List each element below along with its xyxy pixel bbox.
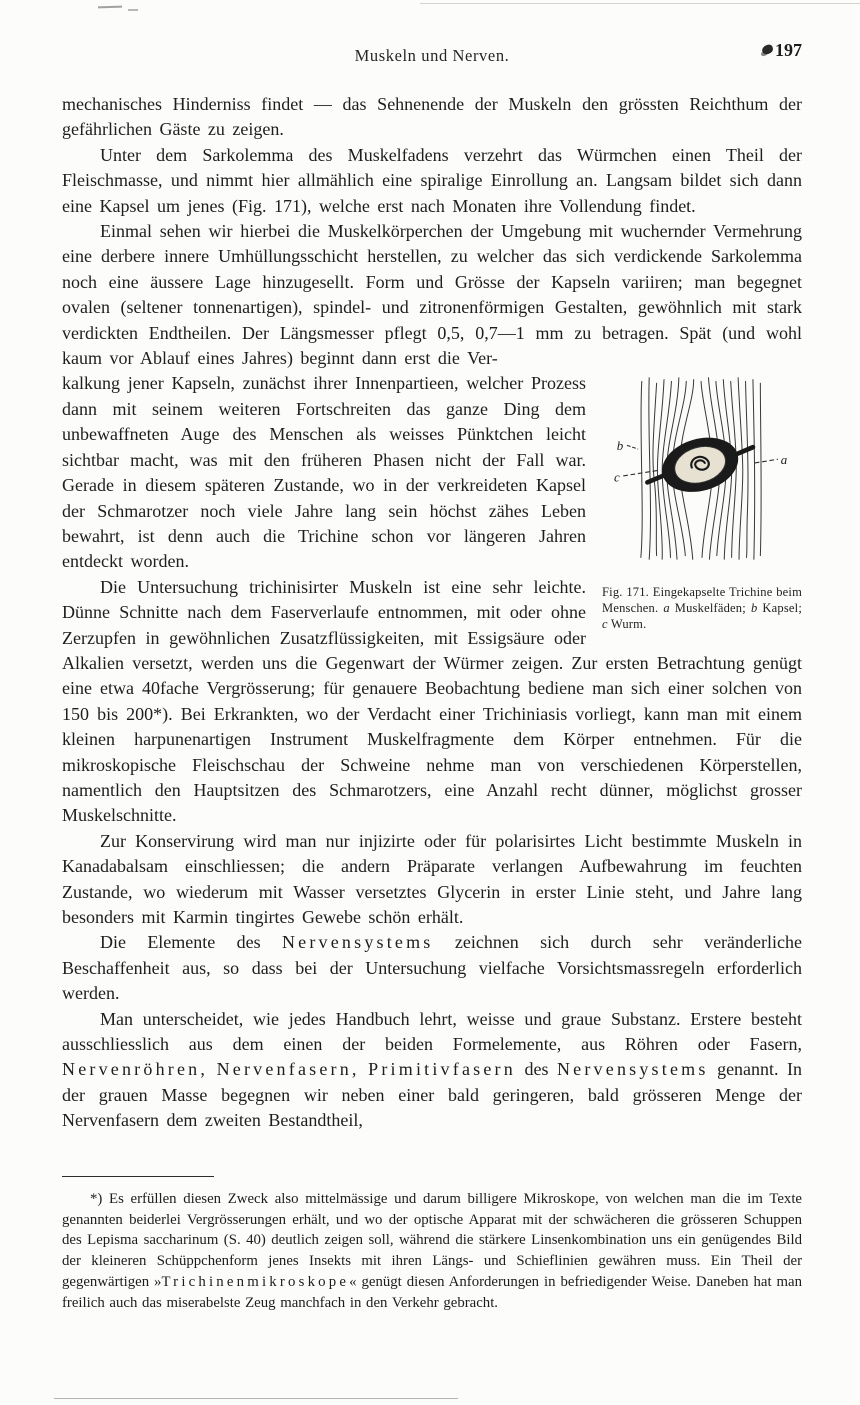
footnote-text-part: « genügt diesen Anforderungen in befriedigender Weise. Daneben hat man freilich auch das miserabelste Zeug manchfach in den Verkehr gebracht. <box>62 1273 802 1311</box>
scan-artifact <box>98 6 122 9</box>
figure-caption-key-a: a <box>663 601 670 616</box>
figure-label-c: c <box>614 469 620 485</box>
scan-artifact <box>128 9 138 11</box>
paragraph-konservirung: Zur Konservirung wird man nur injizirte oder für polarisirtes Licht bestimmte Muskeln in Kanadabalsam einschliessen; die andern Präparate verlangen Aufbewahrung im feuchten Zustande, wo wiederum mit Wasser versetztes Glycerin in erster Linie steht, und Jahre lang besonders mit Karmin tingirtes Gewebe schön erhält. <box>62 830 802 927</box>
paragraph-text: Man unterscheidet, wie jedes Handbuch lehrt, weisse und graue Substanz. Erstere besteht ausschliesslich aus dem einen der beiden Formelemente, aus Röhren oder Fasern, <box>62 1008 802 1055</box>
paragraph-untersuchung: Die Untersuchung trichinisirter Muskeln ist eine sehr leichte. Dünne Schnitte nach dem Faserverlaufe entnommen, mit oder ohne Zerzupfen in gewöhnlichen Zusatzflüssigkeiten, mit Essigsäure oder Alkalien versetzt, werden uns die Gegenwart der Würmer zeigen. Zur ersten Betrachtung genügt eine etwa 40fache Vergrösserung; für genauere Beobachtung bediene man sich einer solchen von 150 bis 200*). Bei Erkrankten, wo der Verdacht einer Trichiniasis vorliegt, kann man mit einem kleinen harpunenartigen Instrument Muskelfragmente dem Körper entnehmen. Für die mikroskopische Fleischschau der Schweine nehme man von verschiedenen Körperstellen, namentlich den Hauptsitzen des Schmarotzers, eine Anzahl recht dünner, möglichst grosser Muskelschnitte. <box>62 576 802 826</box>
figure-caption-key-b: b <box>750 601 758 616</box>
running-title: Muskeln und Nerven. <box>354 46 510 65</box>
figure-label-a: a <box>780 452 788 468</box>
paragraph-text: zeichnen sich durch sehr veränderliche Beschaffenheit aus, so dass bei der Untersuchung vielfache Vorsichtsmassregeln erforderlich werden. <box>62 932 802 1004</box>
trichina-capsule-illustration <box>614 374 790 563</box>
spaced-term: Nervenröhren, <box>62 1059 209 1080</box>
spaced-term: Primitivfasern <box>368 1059 516 1080</box>
spaced-term: Nervenfasern, <box>216 1059 360 1080</box>
paragraph-kapsel-part2: kalkung jener Kapseln, zunächst ihrer Innenpartieen, welcher Prozess dann mit seinem weiteren Fortschreiten das ganze Ding dem unbewaffneten Auge des Menschen als weisses Pünktchen leicht sichtbar macht, was mit den früheren Phasen nicht der Fall war. Gerade in diesem späteren Zustande, wo in der verkreideten Kapsel der Schmarotzer noch viele Jahre lang sein höchst zähes Leben bewahrt, ist denn auch die Trichine schon vor längeren Jahren entdeckt worden. <box>62 373 586 572</box>
spaced-term: Trichinenmikroskope <box>161 1273 350 1290</box>
paragraph-substanz <box>62 1007 802 1134</box>
figure-caption-text: Fig. 171. Eingekapselte Trichine beim Menschen. <box>602 585 802 616</box>
footnote-rule <box>62 1176 214 1177</box>
paragraph-text: Die Elemente des <box>100 932 261 953</box>
figure-caption-text: Wurm. <box>610 617 647 632</box>
figure-171 <box>602 374 802 632</box>
figure-caption-text: Kapsel; <box>762 601 802 616</box>
scan-artifact <box>420 3 860 4</box>
spaced-term: Nervensystems <box>556 1059 709 1080</box>
paragraph-nervensystem <box>62 930 802 1006</box>
paragraph-text: genannt. In der grauen Masse begegnen wir neben einer bald geringeren, bald grösseren Menge der Nervenfasern dem zweiten Bestandtheil, <box>62 1059 802 1131</box>
figure-text-wrap <box>62 371 802 828</box>
page-number-value: 197 <box>775 40 802 60</box>
scan-artifact <box>54 1398 458 1399</box>
figure-label-b: b <box>616 438 624 454</box>
paragraph-kapsel-part1: Einmal sehen wir hierbei die Muskelkörperchen der Umgebung mit wuchernder Vermehrung eine derbere innere Umhüllungsschicht herstellen, zu welcher das sich verdickende Sarkolemma noch eine äussere Lage hinzugesellt. Form und Grösse der Kapseln variiren; man begegnet ovalen (seltener tonnenartigen), spindel- und zitronenförmigen Gestalten, gewöhnlich mit stark verdickten Endtheilen. Der Längsmesser pflegt 0,5, 0,7—1 mm zu betragen. Spät (und wohl kaum vor Ablauf eines Jahres) beginnt dann erst die Ver- <box>62 221 802 369</box>
ink-smudge-icon <box>761 44 774 55</box>
paragraph-sarkolemma: Unter dem Sarkolemma des Muskelfadens verzehrt das Würmchen einen Theil der Fleischmasse, und nimmt hier allmählich eine spiralige Einrollung an. Langsam bildet sich dann eine Kapsel um jenes (Fig. 171), welche erst nach Monaten ihre Vollendung findet. <box>62 144 802 216</box>
figure-caption-key-c: c <box>602 617 608 632</box>
footnote-text-part: *) Es erfüllen diesen Zweck also mittelmässige und darum billigere Mikroskope, von welchen man die im Texte genannten beiderlei Vergrösserungen erhält, und wo der optische Apparat mit der schwächeren die grösseren Schuppen des Lepisma saccharinum (S. 40) deutlich zeigen soll, während die stärkere Linsenkombination uns ein genügendes Bild der kleineren Schüppchenform jenes Insekts mit ihren Längs- und Schieflinien gewähren muss. Ein Theil der gegenwärtigen » <box>62 1191 802 1290</box>
footnote-section <box>62 1176 802 1313</box>
page-body <box>62 92 802 1134</box>
paragraph-continuation: mechanisches Hinderniss findet — das Sehnenende der Muskeln den grössten Reichthum der gefährlichen Gäste zu zeigen. <box>62 94 802 140</box>
page-header <box>62 40 802 68</box>
spaced-term: Nervensystems <box>281 932 434 953</box>
page-number <box>762 40 802 61</box>
paragraph-text: des <box>524 1059 549 1080</box>
figure-caption <box>602 585 802 632</box>
footnote-text <box>62 1189 802 1313</box>
figure-caption-text: Muskelfäden; <box>674 601 746 616</box>
